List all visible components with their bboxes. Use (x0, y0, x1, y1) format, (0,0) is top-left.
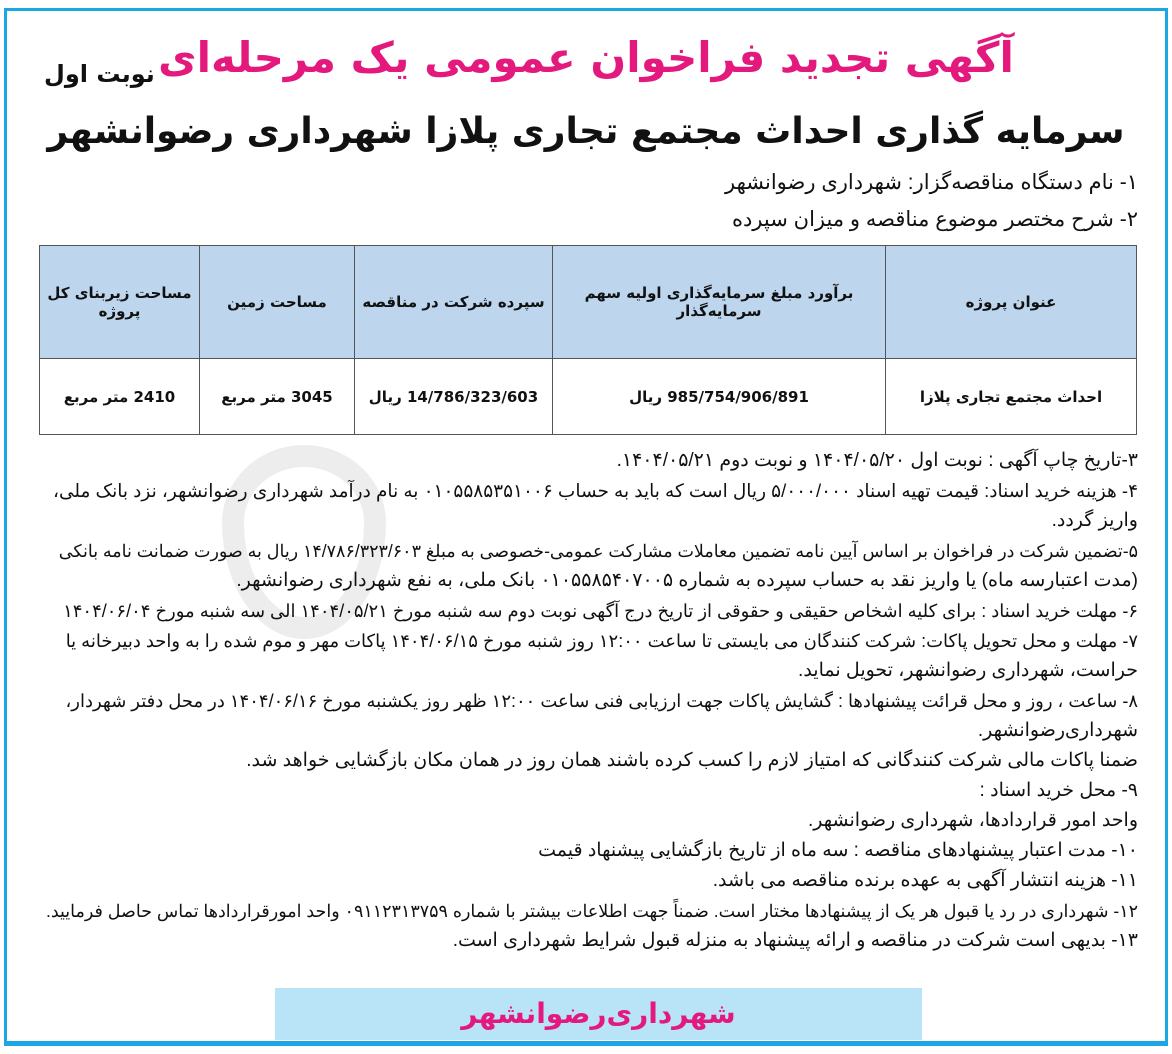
cell-investment: 985/754/906/891 ریال (553, 359, 886, 435)
body-line: ۴- هزینه خرید اسناد: قیمت تهیه اسناد ۵/۰۰۰/۰۰۰ ریال است که باید به حساب ۰۱۰۵۵۸۵۳۵۱۰۰۶ به نام درآمد شهرداری رضوانشهر، نزد بانک ملی، (52, 480, 1138, 501)
body-line: ۱۰- مدت اعتبار پیشنهادهای مناقصه : سه ماه از تاریخ بازگشایی پیشنهاد قیمت (538, 840, 1138, 861)
ad-subtitle: سرمایه گذاری احداث مجتمع تجاری پلازا شهرداری رضوانشهر (47, 111, 1125, 152)
table-row (40, 359, 1137, 435)
intro-line: ۱- نام دستگاه مناقصه‌گزار: شهرداری رضوانشهر (725, 171, 1138, 194)
body-line: ۳-تاریخ چاپ آگهی : نوبت اول ۱۴۰۴/۰۵/۲۰ و نوبت دوم ۱۴۰۴/۰۵/۲۱. (616, 450, 1138, 471)
col-header: برآورد مبلغ سرمایه‌گذاری اولیه سهم سرمایه‌گذار (553, 246, 886, 359)
table-header-row (40, 246, 1137, 359)
body-line: شهرداری‌رضوانشهر. (977, 720, 1138, 741)
intro-line: ۲- شرح مختصر موضوع مناقصه و میزان سپرده (731, 208, 1138, 231)
body-line: واحد امور قراردادها، شهرداری رضوانشهر. (807, 810, 1138, 831)
body-line: ۹- محل خرید اسناد : (979, 780, 1138, 801)
ad-title: آگهی تجدید فراخوان عمومی یک مرحله‌ای (158, 33, 1014, 82)
cell-deposit: 14/786/323/603 ریال (355, 359, 553, 435)
round-label: نوبت اول (44, 60, 155, 88)
cell-project: احداث مجتمع تجاری پلازا (886, 359, 1137, 435)
cell-land-area: 3045 متر مربع (200, 359, 355, 435)
col-header: مساحت زیربنای کل پروژه (40, 246, 200, 359)
col-header: سپرده شرکت در مناقصه (355, 246, 553, 359)
body-line: ۱۳- بدیهی است شرکت در مناقصه و ارائه پیشنهاد به منزله قبول شرایط شهرداری است. (452, 930, 1138, 951)
col-header: عنوان پروژه (886, 246, 1137, 359)
col-header: مساحت زمین (200, 246, 355, 359)
body-line: ۸- ساعت ، روز و محل قرائت پیشنهادها : گشایش پاکات جهت ارزیابی فنی ساعت ۱۲:۰۰ ظهر روز یکشنبه مورخ ۱۴۰۴/۰۶/۱۶ در محل دفتر شهردار، (65, 691, 1138, 711)
body-line: (مدت اعتبارسه ماه) یا واریز نقد به حساب سپرده به شماره ۰۱۰۵۵۸۵۴۰۷۰۰۵ بانک ملی، به نفع شهرداری رضوانشهر. (236, 570, 1138, 591)
body-line: حراست، شهرداری رضوانشهر، تحویل نماید. (798, 660, 1138, 681)
body-line: ۵-تضمین شرکت در فراخوان بر اساس آیین نامه تضمین معاملات مشارکت عمومی-خصوصی به مبلغ ۱۴/۷۸۶/۳۲۳/۶۰۳ ریال به صورت ضمانت نامه بانکی (58, 541, 1138, 561)
tender-table (39, 245, 1137, 435)
body-line: ضمنا پاکات مالی شرکت کنندگانی که امتیاز لازم را کسب کرده باشند همان روز در همان مکان بازگشایی خواهد شد. (246, 750, 1138, 771)
footer-signature: شهرداری‌رضوانشهر (275, 988, 922, 1040)
body-line: ۶- مهلت خرید اسناد : برای کلیه اشخاص حقیقی و حقوقی از تاریخ درج آگهی نوبت دوم سه شنبه مورخ ۱۴۰۴/۰۵/۲۱ الی سه شنبه مورخ ۱۴۰۴/۰۶/۰۴ (63, 601, 1138, 621)
cell-built-area: 2410 متر مربع (40, 359, 200, 435)
body-line: ۱۱- هزینه انتشار آگهی به عهده برنده مناقصه می باشد. (712, 870, 1138, 891)
body-line: ۱۲- شهرداری در رد یا قبول هر یک از پیشنهادها مختار است. ضمناً جهت اطلاعات بیشتر با شماره ۰۹۱۱۲۳۱۳۷۵۹ واحد امورقراردادها تماس حاصل فرمایید. (45, 901, 1138, 921)
body-line: واریز گردد. (1051, 510, 1138, 531)
body-line: ۷- مهلت و محل تحویل پاکات: شرکت کنندگان می بایستی تا ساعت ۱۲:۰۰ روز شنبه مورخ ۱۴۰۴/۰۶/۱۵ پاکات مهر و موم شده را به واحد دبیرخانه یا (65, 631, 1138, 651)
